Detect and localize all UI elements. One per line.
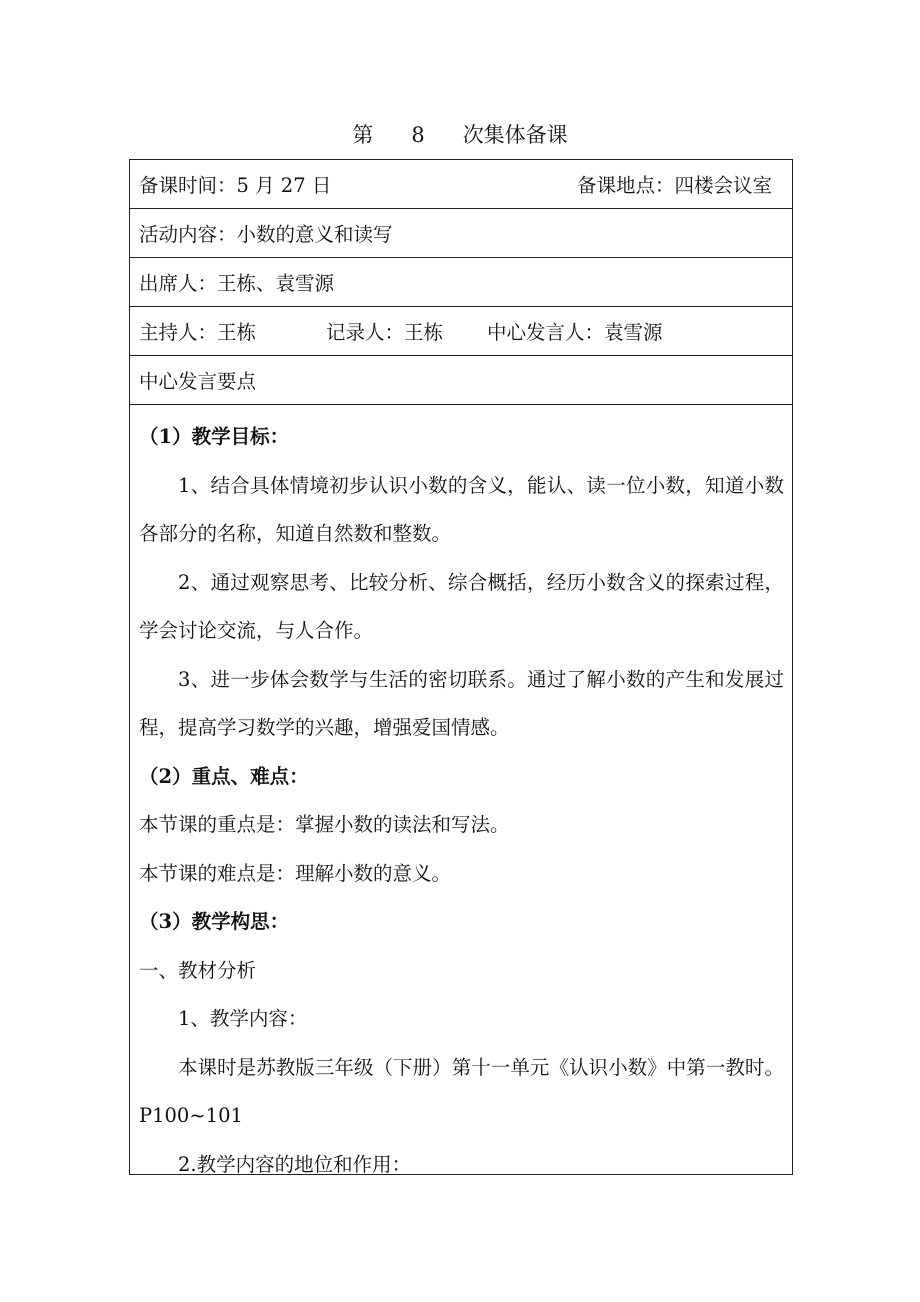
role-label: 2.教学内容的地位和作用： [178,1152,412,1176]
focus-heading: （2）重点、难点： [139,764,309,788]
recorder: 记录人：王栋 [326,321,444,344]
goal-item: 1、结合具体情境初步认识小数的含义，能认、读一位小数，知道小数各部分的名称，知道自然数和整数。 [139,473,784,545]
goals-heading: （1）教学目标： [139,425,290,448]
focus-key-point: 本节课的重点是：掌握小数的读法和写法。 [139,813,510,836]
attendees-row [130,258,792,307]
title-prefix: 第 [352,123,374,147]
focus-difficult-point: 本节课的难点是：理解小数的意义。 [139,861,452,885]
goal-item: 3、进一步体会数学与生活的密切联系。通过了解小数的产生和发展过程，提高学习数学的兴趣，增强爱国情感。 [139,667,784,739]
analysis-heading: 一、教材分析 [139,958,257,982]
title-suffix: 次集体备课 [462,123,568,147]
time-location-row [130,160,792,209]
design-heading: （3）教学构思： [139,910,290,933]
prep-location: 备课地点：四楼会议室 [576,174,772,197]
activity-content: 活动内容：小数的意义和读写 [139,223,393,246]
key-points-row [130,356,792,405]
prep-time: 备课时间：5 月 27 日 [139,174,332,197]
content-text: 本课时是苏教版三年级（下册）第十一单元《认识小数》中第一教时。P100~101 [139,1055,784,1127]
activity-row [130,209,792,258]
key-points-label: 中心发言要点 [139,370,257,393]
roles-row [130,307,792,356]
session-number: 8 [411,123,425,147]
goal-item: 2、通过观察思考、比较分析、综合概括，经历小数含义的探索过程，学会讨论交流，与人合作。 [139,570,784,642]
central-speaker: 中心发言人：袁雪源 [487,321,663,344]
lesson-prep-form [129,159,793,1175]
host: 主持人：王栋 [139,321,257,344]
content-label: 1、教学内容： [178,1007,308,1030]
page-title [0,120,920,150]
key-points-content [130,405,792,1174]
attendees: 出席人：王栋、袁雪源 [139,272,335,295]
